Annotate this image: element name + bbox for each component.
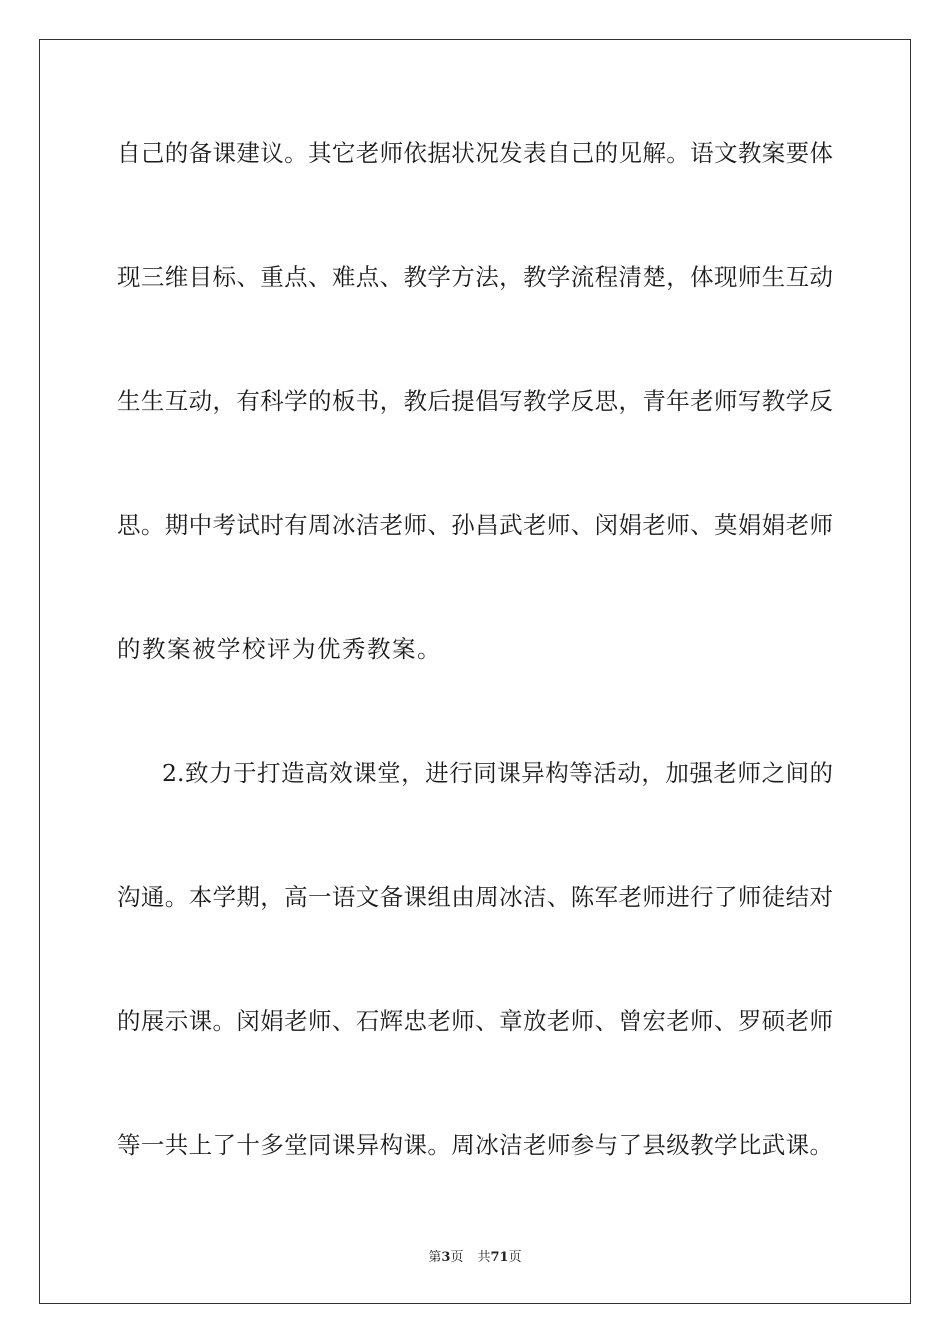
total-suffix: 页	[508, 1250, 522, 1265]
total-pages: 71	[490, 1250, 509, 1265]
page-number: 3	[441, 1250, 451, 1265]
text-line: 沟通。本学期，高一语文备课组由周冰洁、陈军老师进行了师徒结对	[117, 883, 833, 911]
total-prefix: 共	[477, 1250, 491, 1265]
page-prefix: 第	[428, 1250, 442, 1265]
text-line: 自己的备课建议。其它老师依据状况发表自己的见解。语文教案要体	[117, 139, 833, 167]
text-line: 思。期中考试时有周冰洁老师、孙昌武老师、闵娟老师、莫娟娟老师	[117, 511, 833, 539]
paragraph-start-line: 2.致力于打造高效课堂，进行同课异构等活动，加强老师之间的	[162, 759, 833, 787]
text-line: 的展示课。闵娟老师、石辉忠老师、章放老师、曾宏老师、罗硕老师	[117, 1007, 833, 1035]
text-line: 现三维目标、重点、难点、教学方法，教学流程清楚，体现师生互动	[117, 263, 833, 291]
text-line: 的教案被学校评为优秀教案。	[117, 635, 442, 663]
page-border	[39, 39, 911, 1304]
page-footer	[0, 1246, 950, 1265]
text-line: 生生互动，有科学的板书，教后提倡写教学反思，青年老师写教学反	[117, 387, 833, 415]
text-line: 等一共上了十多堂同课异构课。周冰洁老师参与了县级教学比武课。	[117, 1131, 833, 1159]
page-suffix: 页	[450, 1250, 464, 1265]
